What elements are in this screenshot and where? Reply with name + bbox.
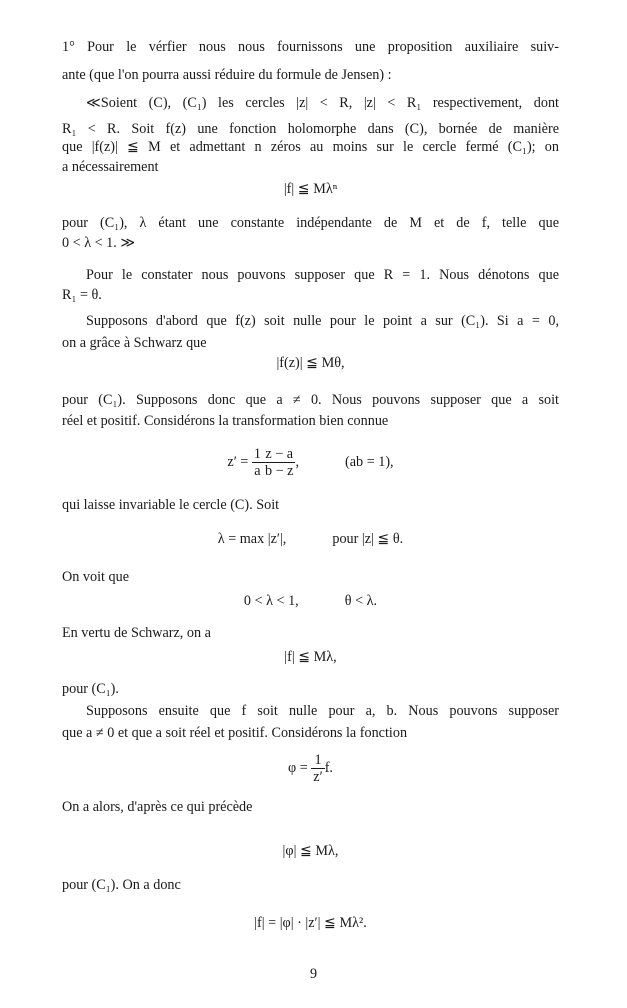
lambda-def: λ = max |z′|, xyxy=(217,531,287,547)
transform-condition: (ab = 1), xyxy=(345,454,394,471)
formula-f-le-M-lambda-n: |f| ≦ Mλⁿ xyxy=(283,181,338,197)
phi-lhs: φ = xyxy=(288,760,308,777)
fraction-denominator: a xyxy=(254,463,261,480)
fraction-denominator: b − z xyxy=(264,463,294,480)
paragraph-1-line-2: ante (que l'on pourra aussi réduire du formule de Jensen) : xyxy=(62,67,392,83)
paragraph-3-line-4: réel et positif. Considérons la transformation bien connue xyxy=(62,413,389,429)
fraction-1-over-a xyxy=(252,446,263,480)
paragraph-1-line-1: 1° Pour le vérfier nous nous fournissons une proposition auxiliaire suiv- xyxy=(62,39,559,55)
formula-f-le-M-lambda: |f| ≦ Mλ, xyxy=(284,649,337,665)
formula-f-z-le-M-theta: |f(z)| ≦ Mθ, xyxy=(276,355,345,371)
fraction-numerator: 1 xyxy=(311,752,324,769)
proposition-line-4: a nécessairement xyxy=(62,159,159,175)
paragraph-3-line-2: on a grâce à Schwarz que xyxy=(62,335,207,351)
transform-comma: , xyxy=(295,454,300,471)
paragraph-3-line-8: pour (C₁). xyxy=(62,681,119,697)
transform-lhs: z′ = xyxy=(227,454,249,471)
proposition-line-3: que |f(z)| ≦ M et admettant n zéros au moins sur le cercle fermé (C₁); on xyxy=(62,139,559,155)
fraction-numerator: z − a xyxy=(263,446,296,463)
page-number: 9 xyxy=(309,966,318,982)
paragraph-3-line-1: Supposons d'abord que f(z) soit nulle pour le point a sur (C₁). Si a = 0, xyxy=(86,313,559,329)
ineq-1: 0 < λ < 1, xyxy=(243,593,299,609)
formula-lambda-bounds xyxy=(62,594,559,608)
formula-phi-definition xyxy=(62,752,559,786)
paragraph-4-line-1: Supposons ensuite que f soit nulle pour a, b. Nous pouvons supposer xyxy=(86,703,559,719)
proposition-line-1: ≪Soient (C), (C₁) les cercles |z| < R, |z| < R₁ respectivement, dont xyxy=(86,95,559,111)
fraction-1-over-z-prime xyxy=(311,752,324,786)
formula-lambda-definition xyxy=(62,532,559,546)
fraction-denominator: z′ xyxy=(313,769,323,786)
paragraph-2-line-1: Pour le constater nous pouvons supposer que R = 1. Nous dénotons que xyxy=(86,267,559,283)
paragraph-2-line-2: R₁ = θ. xyxy=(62,287,102,303)
paragraph-3-line-6: On voit que xyxy=(62,569,129,585)
formula-transformation xyxy=(62,446,559,480)
formula-phi-le-M-lambda: |φ| ≦ Mλ, xyxy=(282,843,339,859)
paragraph-4-line-4: pour (C₁). On a donc xyxy=(62,877,181,893)
fraction-numerator: 1 xyxy=(253,446,261,462)
proposition-line-5: pour (C₁), λ étant une constante indépendante de M et de f, telle que xyxy=(62,215,559,231)
formula-f-le-M-lambda-squared: |f| = |φ| · |z′| ≦ Mλ². xyxy=(254,915,367,931)
ineq-2: θ < λ. xyxy=(344,593,378,609)
paragraph-3-line-7: En vertu de Schwarz, on a xyxy=(62,625,211,641)
paragraph-3-line-5: qui laisse invariable le cercle (C). Soit xyxy=(62,497,280,513)
proposition-line-6: 0 < λ < 1. ≫ xyxy=(62,235,136,251)
lambda-cond: pour |z| ≦ θ. xyxy=(332,531,404,547)
fraction-z-minus-a-over-b-minus-z xyxy=(263,446,296,480)
paragraph-4-line-2: que a ≠ 0 et que a soit réel et positif. Considérons la fonction xyxy=(62,725,408,741)
proposition-line-2: R₁ < R. Soit f(z) une fonction holomorphe dans (C), bornée de manière xyxy=(62,121,559,137)
phi-rhs: f. xyxy=(324,760,333,777)
paragraph-4-line-3: On a alors, d'après ce qui précède xyxy=(62,799,253,815)
paragraph-3-line-3: pour (C₁). Supposons donc que a ≠ 0. Nous pouvons supposer que a soit xyxy=(62,392,559,408)
